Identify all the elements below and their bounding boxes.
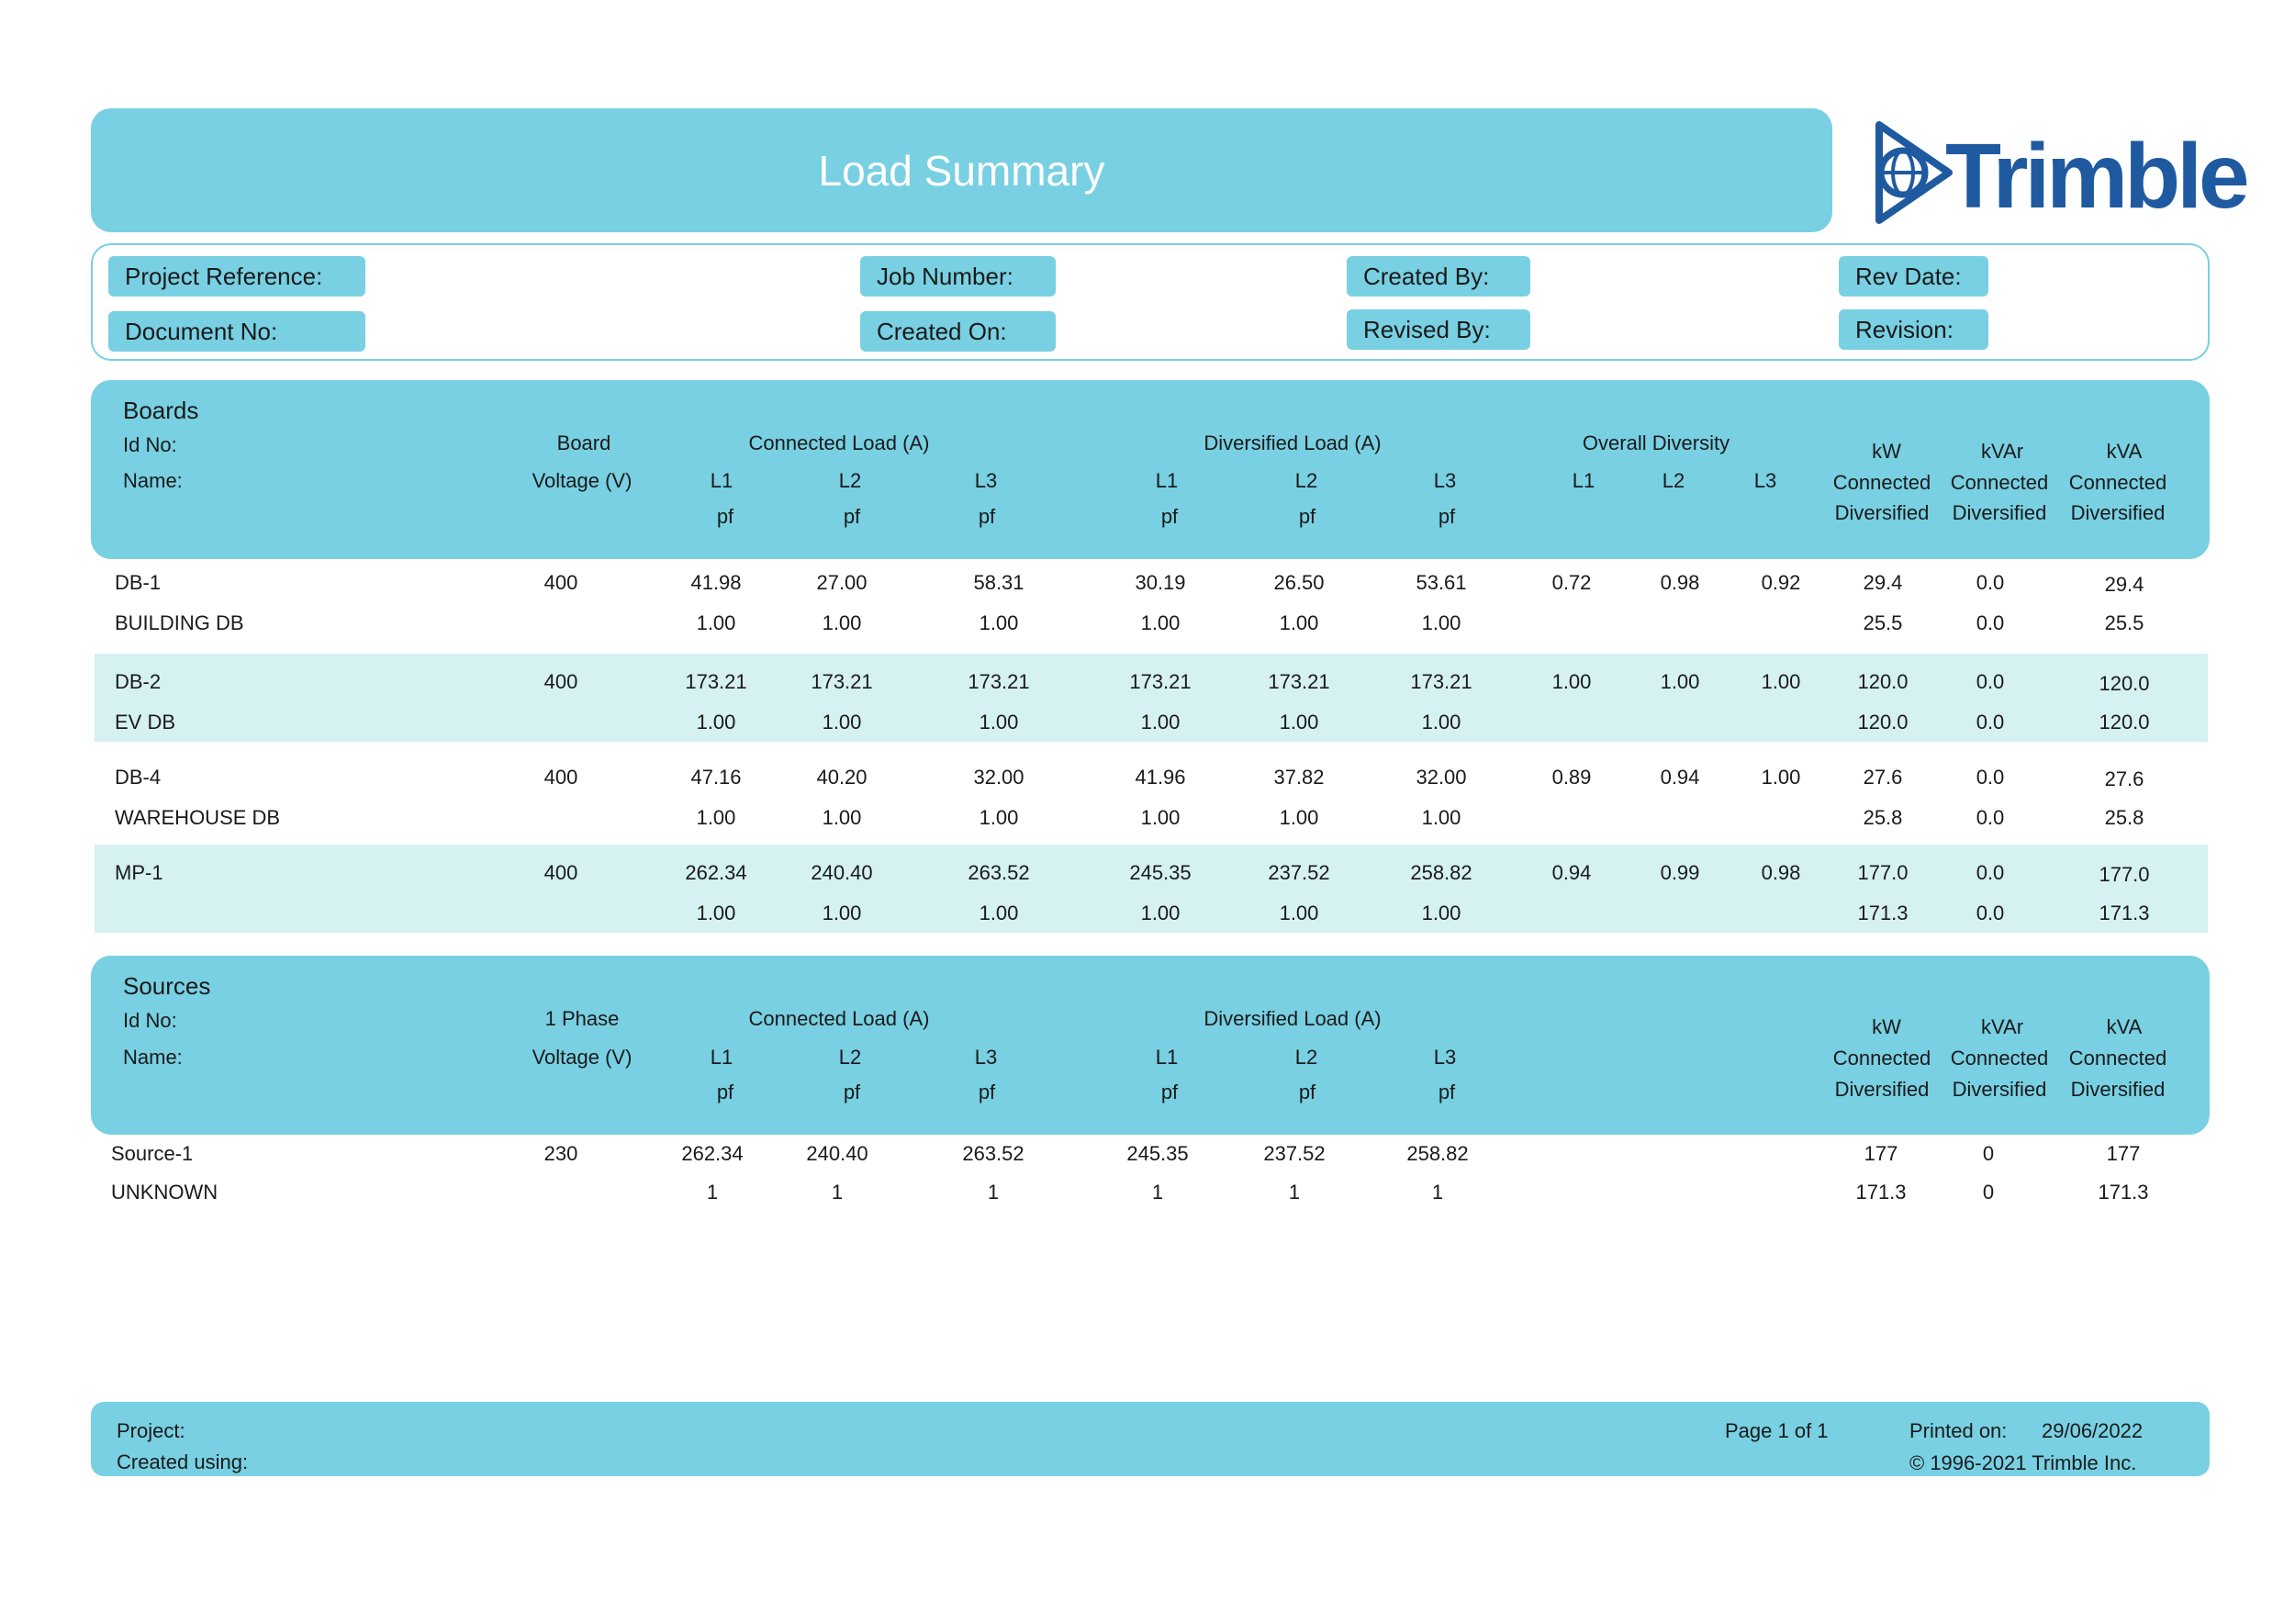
board-diversified-pf-l1: 1.00	[1140, 806, 1181, 829]
revised-by-label: Revised By:	[1347, 309, 1530, 350]
boards-kw-connected: Connected	[1832, 471, 1931, 494]
source-diversified-l3: 258.82	[1406, 1142, 1469, 1165]
created-on-label: Created On:	[860, 311, 1056, 352]
footer-page-number: Page 1 of 1	[1725, 1419, 1829, 1442]
source-connected-l1: 262.34	[681, 1142, 744, 1165]
job-number-label: Job Number:	[860, 256, 1056, 297]
board-kvar-connected: 0.0	[1976, 571, 2005, 594]
board-voltage: 400	[543, 861, 578, 884]
sources-div-l2: L2	[1294, 1046, 1318, 1069]
sources-voltage-bottom: Voltage (V)	[532, 1046, 633, 1069]
board-connected-l1: 47.16	[690, 766, 742, 789]
boards-conn-l2: L2	[838, 469, 862, 492]
rev-date-label: Rev Date:	[1839, 256, 1988, 297]
board-id: DB-2	[115, 670, 162, 693]
boards-overall-group: Overall Diversity	[1582, 431, 1730, 454]
board-kvar-diversified: 0.0	[1976, 902, 2005, 924]
board-connected-l1: 173.21	[685, 670, 747, 693]
source-diversified-pf-l1: 1	[1151, 1181, 1164, 1204]
sources-div-pf1: pf	[1160, 1081, 1179, 1103]
board-diversified-l1: 30.19	[1135, 571, 1186, 594]
board-id: DB-4	[115, 766, 162, 789]
board-kva-diversified: 120.0	[2099, 711, 2150, 734]
board-kva-diversified: 171.3	[2099, 902, 2150, 924]
sources-section-title: Sources	[123, 972, 211, 1000]
boards-kva-diversified: Diversified	[2070, 501, 2166, 524]
source-connected-l3: 263.52	[962, 1142, 1024, 1165]
boards-div-pf2: pf	[1298, 505, 1316, 528]
boards-name-label: Name:	[123, 469, 183, 492]
sources-conn-pf1: pf	[716, 1081, 734, 1103]
sources-conn-l3: L3	[974, 1046, 998, 1069]
board-diversified-pf-l2: 1.00	[1279, 806, 1319, 829]
sources-kvar-connected: Connected	[1950, 1047, 2049, 1070]
board-overall-l2: 0.99	[1660, 861, 1700, 884]
board-name: BUILDING DB	[115, 611, 244, 634]
board-overall-l3: 1.00	[1761, 670, 1801, 693]
board-connected-pf-l1: 1.00	[696, 711, 736, 734]
board-diversified-pf-l1: 1.00	[1140, 611, 1181, 634]
board-connected-l2: 40.20	[816, 766, 868, 789]
source-diversified-pf-l3: 1	[1431, 1181, 1444, 1204]
boards-overall-l1: L1	[1572, 469, 1595, 492]
revision-label: Revision:	[1839, 309, 1988, 350]
board-diversified-l3: 53.61	[1416, 571, 1467, 594]
sources-kw-diversified: Diversified	[1834, 1078, 1930, 1101]
board-diversified-l3: 32.00	[1416, 766, 1467, 789]
board-diversified-l1: 245.35	[1129, 861, 1192, 884]
board-overall-l2: 0.94	[1660, 766, 1700, 789]
boards-overall-l2: L2	[1662, 469, 1685, 492]
boards-conn-l1: L1	[710, 469, 733, 492]
boards-kw-diversified: Diversified	[1834, 501, 1930, 524]
sources-div-pf2: pf	[1298, 1081, 1316, 1103]
boards-div-l2: L2	[1294, 469, 1318, 492]
board-kw-diversified: 25.5	[1863, 611, 1903, 634]
source-connected-l2: 240.40	[806, 1142, 868, 1165]
board-connected-l2: 27.00	[816, 571, 868, 594]
source-id: Source-1	[111, 1142, 194, 1165]
board-kva-diversified: 25.8	[2104, 806, 2144, 829]
boards-kvar-label: kVAr	[1980, 440, 2024, 463]
created-by-label: Created By:	[1347, 256, 1530, 297]
boards-conn-l3: L3	[974, 469, 998, 492]
trimble-logo	[1875, 121, 2246, 228]
boards-id-label: Id No:	[123, 433, 177, 456]
logo-wordmark: Trimble	[1945, 125, 2246, 228]
boards-overall-l3: L3	[1753, 469, 1777, 492]
board-kvar-diversified: 0.0	[1976, 806, 2005, 829]
boards-div-pf1: pf	[1160, 505, 1179, 528]
board-diversified-pf-l3: 1.00	[1421, 611, 1461, 634]
board-connected-pf-l3: 1.00	[979, 711, 1019, 734]
footer-copyright: © 1996-2021 Trimble Inc.	[1909, 1451, 2137, 1474]
source-diversified-l2: 237.52	[1263, 1142, 1326, 1165]
board-kvar-connected: 0.0	[1976, 861, 2005, 884]
sources-kvar-diversified: Diversified	[1952, 1078, 2047, 1101]
source-kw-diversified: 171.3	[1855, 1181, 1907, 1204]
sources-kva-diversified: Diversified	[2070, 1078, 2166, 1101]
board-diversified-l3: 258.82	[1410, 861, 1472, 884]
source-connected-pf-l1: 1	[706, 1181, 719, 1204]
board-kvar-diversified: 0.0	[1976, 611, 2005, 634]
board-kw-connected: 177.0	[1857, 861, 1909, 884]
board-name: WAREHOUSE DB	[115, 806, 281, 829]
board-diversified-pf-l2: 1.00	[1279, 611, 1319, 634]
board-connected-l2: 240.40	[811, 861, 873, 884]
sources-connected-group: Connected Load (A)	[748, 1007, 930, 1030]
boards-div-l3: L3	[1433, 469, 1457, 492]
board-kw-diversified: 120.0	[1857, 711, 1909, 734]
board-kw-connected: 27.6	[1863, 766, 1903, 789]
board-diversified-pf-l1: 1.00	[1140, 711, 1181, 734]
boards-conn-pf1: pf	[716, 505, 734, 528]
boards-kw-label: kW	[1872, 440, 1901, 463]
sources-diversified-group: Diversified Load (A)	[1203, 1007, 1382, 1030]
board-name: EV DB	[115, 711, 176, 734]
sources-kw-label: kW	[1872, 1015, 1901, 1038]
board-voltage: 400	[543, 571, 578, 594]
board-overall-l1: 0.72	[1551, 571, 1592, 594]
sources-kva-label: kVA	[2106, 1015, 2143, 1038]
sources-header	[91, 956, 2210, 1135]
source-diversified-pf-l2: 1	[1288, 1181, 1301, 1204]
trimble-logo-mark	[1875, 121, 2246, 228]
board-kva-diversified: 25.5	[2104, 611, 2144, 634]
source-kvar-diversified: 0	[1982, 1181, 1995, 1204]
footer-printed-on-value: 29/06/2022	[2042, 1419, 2144, 1442]
source-diversified-l1: 245.35	[1126, 1142, 1189, 1165]
boards-diversified-group: Diversified Load (A)	[1203, 431, 1382, 454]
board-kw-diversified: 171.3	[1857, 902, 1909, 924]
board-connected-pf-l1: 1.00	[696, 902, 736, 924]
source-voltage: 230	[543, 1142, 578, 1165]
source-kva-connected: 177	[2106, 1142, 2141, 1165]
boards-kva-label: kVA	[2106, 440, 2143, 463]
board-id: MP-1	[115, 861, 163, 884]
board-connected-pf-l3: 1.00	[979, 902, 1019, 924]
footer-project-label: Project:	[117, 1419, 185, 1442]
document-no-label: Document No:	[108, 311, 365, 352]
project-info-panel	[91, 243, 2210, 361]
source-kvar-connected: 0	[1982, 1142, 1995, 1165]
board-connected-l2: 173.21	[811, 670, 873, 693]
sources-kvar-label: kVAr	[1980, 1015, 2024, 1038]
sources-div-pf3: pf	[1438, 1081, 1456, 1103]
board-diversified-l1: 41.96	[1135, 766, 1186, 789]
boards-div-pf3: pf	[1438, 505, 1456, 528]
board-kva-connected: 177.0	[2099, 863, 2150, 886]
board-diversified-pf-l3: 1.00	[1421, 902, 1461, 924]
footer-printed-on-label: Printed on:	[1909, 1419, 2008, 1442]
boards-connected-group: Connected Load (A)	[748, 431, 930, 454]
source-connected-pf-l2: 1	[831, 1181, 844, 1204]
boards-section-title: Boards	[123, 397, 199, 424]
board-diversified-pf-l3: 1.00	[1421, 711, 1461, 734]
source-name: UNKNOWN	[111, 1181, 218, 1204]
board-kva-connected: 27.6	[2104, 767, 2144, 790]
board-connected-l3: 58.31	[973, 571, 1024, 594]
boards-conn-pf3: pf	[978, 505, 996, 528]
board-diversified-l3: 173.21	[1410, 670, 1472, 693]
boards-kva-connected: Connected	[2068, 471, 2167, 494]
board-connected-pf-l3: 1.00	[979, 806, 1019, 829]
boards-header	[91, 380, 2210, 559]
board-diversified-pf-l2: 1.00	[1279, 902, 1319, 924]
boards-kvar-diversified: Diversified	[1952, 501, 2047, 524]
board-kvar-connected: 0.0	[1976, 766, 2005, 789]
board-connected-pf-l1: 1.00	[696, 611, 736, 634]
footer-created-using-label: Created using:	[117, 1450, 249, 1473]
board-diversified-l2: 37.82	[1273, 766, 1325, 789]
board-kvar-connected: 0.0	[1976, 670, 2005, 693]
board-id: DB-1	[115, 571, 162, 594]
source-connected-pf-l3: 1	[987, 1181, 1000, 1204]
board-overall-l3: 0.92	[1761, 571, 1801, 594]
board-diversified-l1: 173.21	[1129, 670, 1192, 693]
title-bar	[91, 108, 1832, 232]
board-voltage: 400	[543, 670, 578, 693]
board-overall-l2: 1.00	[1660, 670, 1700, 693]
boards-voltage-bottom: Voltage (V)	[532, 469, 633, 492]
board-diversified-l2: 237.52	[1268, 861, 1330, 884]
board-diversified-l2: 26.50	[1273, 571, 1325, 594]
boards-kvar-connected: Connected	[1950, 471, 2049, 494]
board-voltage: 400	[543, 766, 578, 789]
board-diversified-pf-l1: 1.00	[1140, 902, 1181, 924]
board-connected-pf-l2: 1.00	[822, 611, 862, 634]
sources-kva-connected: Connected	[2068, 1047, 2167, 1070]
sources-div-l3: L3	[1433, 1046, 1457, 1069]
board-kvar-diversified: 0.0	[1976, 711, 2005, 734]
sources-name-label: Name:	[123, 1046, 183, 1069]
board-connected-l3: 263.52	[968, 861, 1030, 884]
sources-conn-pf3: pf	[978, 1081, 996, 1103]
board-overall-l3: 1.00	[1761, 766, 1801, 789]
board-kw-connected: 29.4	[1863, 571, 1903, 594]
board-connected-pf-l2: 1.00	[822, 902, 862, 924]
boards-div-l1: L1	[1155, 469, 1179, 492]
board-diversified-l2: 173.21	[1268, 670, 1330, 693]
source-kw-connected: 177	[1864, 1142, 1898, 1165]
sources-id-label: Id No:	[123, 1009, 177, 1032]
board-connected-l3: 32.00	[973, 766, 1024, 789]
board-kw-diversified: 25.8	[1863, 806, 1903, 829]
page-footer	[91, 1402, 2210, 1476]
sources-conn-l2: L2	[838, 1046, 862, 1069]
board-connected-l1: 262.34	[685, 861, 747, 884]
boards-conn-pf2: pf	[843, 505, 861, 528]
board-overall-l1: 0.89	[1551, 766, 1592, 789]
board-overall-l2: 0.98	[1660, 571, 1700, 594]
board-overall-l1: 1.00	[1551, 670, 1592, 693]
board-kw-connected: 120.0	[1857, 670, 1909, 693]
board-kva-connected: 120.0	[2099, 672, 2150, 695]
sources-conn-l1: L1	[710, 1046, 733, 1069]
sources-div-l1: L1	[1155, 1046, 1179, 1069]
board-connected-pf-l3: 1.00	[979, 611, 1019, 634]
sources-voltage-top: 1 Phase	[544, 1007, 620, 1030]
source-kva-diversified: 171.3	[2098, 1181, 2149, 1204]
page-title: Load Summary	[818, 146, 1105, 195]
boards-voltage-top: Board	[556, 431, 611, 454]
project-reference-label: Project Reference:	[108, 256, 365, 297]
board-connected-l1: 41.98	[690, 571, 742, 594]
sources-conn-pf2: pf	[843, 1081, 861, 1103]
board-overall-l1: 0.94	[1551, 861, 1592, 884]
board-connected-pf-l1: 1.00	[696, 806, 736, 829]
board-connected-pf-l2: 1.00	[822, 806, 862, 829]
board-diversified-pf-l3: 1.00	[1421, 806, 1461, 829]
board-connected-pf-l2: 1.00	[822, 711, 862, 734]
board-kva-connected: 29.4	[2104, 573, 2144, 596]
sources-kw-connected: Connected	[1832, 1047, 1931, 1070]
board-diversified-pf-l2: 1.00	[1279, 711, 1319, 734]
board-connected-l3: 173.21	[968, 670, 1030, 693]
board-overall-l3: 0.98	[1761, 861, 1801, 884]
